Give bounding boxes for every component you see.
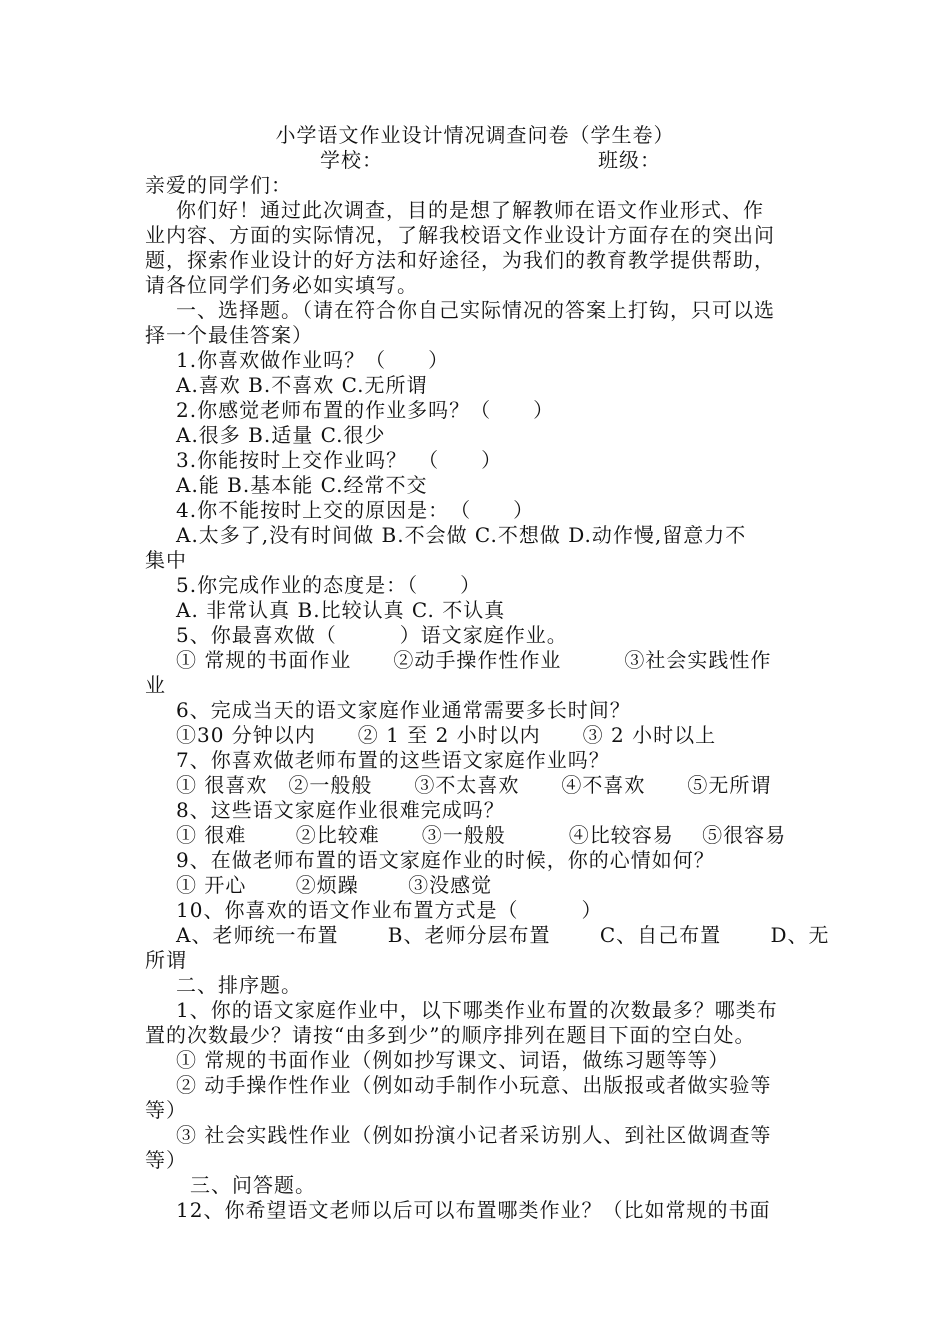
question-line: 12、你希望语文老师以后可以布置哪类作业？（比如常规的书面 [176, 1198, 771, 1222]
question-line: 5、你最喜欢做（ ）语文家庭作业。 [176, 623, 568, 647]
question-line: 1.你喜欢做作业吗？（ ） [176, 348, 450, 372]
section1-heading: 一、选择题。（请在符合你自己实际情况的答案上打钩，只可以选 [176, 298, 775, 322]
option-line: 等） [145, 1148, 187, 1172]
section3-heading: 三、问答题。 [190, 1173, 316, 1197]
option-line: ③ 社会实践性作业（例如扮演小记者采访别人、到社区做调查等 [176, 1123, 772, 1147]
option-line: ① 常规的书面作业（例如抄写课文、词语，做练习题等等） [176, 1048, 730, 1072]
question-line: 1、你的语文家庭作业中，以下哪类作业布置的次数最多？哪类布 [176, 998, 778, 1022]
question-line: 2.你感觉老师布置的作业多吗？（ ） [176, 398, 555, 422]
option-line: A.很多 B.适量 C.很少 [176, 423, 386, 447]
option-line: ① 很难 ②比较难 ③一般般 ④比较容易 ⑤很容易 [176, 823, 787, 847]
option-line: ① 很喜欢 ②一般般 ③不太喜欢 ④不喜欢 ⑤无所谓 [176, 773, 772, 797]
intro-line: 请各位同学们务必如实填写。 [145, 273, 418, 297]
question-line: 8、这些语文家庭作业很难完成吗？ [176, 798, 505, 822]
option-line: ① 开心 ②烦躁 ③没感觉 [176, 873, 493, 897]
school-label: 学校： [320, 148, 383, 172]
page-title: 小学语文作业设计情况调查问卷（学生卷） [275, 123, 675, 147]
option-line: ①30 分钟以内 ② 1 至 2 小时以内 ③ 2 小时以上 [176, 723, 717, 747]
option-line: ① 常规的书面作业 ②动手操作性作业 ③社会实践性作 [176, 648, 772, 672]
greeting: 亲爱的同学们： [145, 173, 292, 197]
question-line: 9、在做老师布置的语文家庭作业的时候，你的心情如何？ [176, 848, 715, 872]
question-line: 10、你喜欢的语文作业布置方式是（ ） [176, 898, 603, 922]
question-line: 5.你完成作业的态度是：（ ） [176, 573, 482, 597]
option-line: 业 [145, 673, 166, 697]
option-line: 集中 [145, 548, 187, 572]
class-label: 班级： [598, 148, 661, 172]
question-line: 4.你不能按时上交的原因是： （ ） [176, 498, 535, 522]
option-line: A.喜欢 B.不喜欢 C.无所谓 [176, 373, 428, 397]
section1-heading: 择一个最佳答案） [145, 323, 313, 347]
intro-line: 题，探索作业设计的好方法和好途径，为我们的教育教学提供帮助， [145, 248, 775, 272]
option-line: 等） [145, 1098, 187, 1122]
option-line: 所谓 [145, 948, 187, 972]
option-line: ② 动手操作性作业（例如动手制作小玩意、出版报或者做实验等 [176, 1073, 772, 1097]
section2-heading: 二、排序题。 [176, 973, 302, 997]
intro-line: 业内容、方面的实际情况，了解我校语文作业设计方面存在的突出问 [145, 223, 775, 247]
question-line: 置的次数最少？请按“由多到少”的顺序排列在题目下面的空白处。 [145, 1023, 756, 1047]
question-line: 3.你能按时上交作业吗？ （ ） [176, 448, 503, 472]
intro-line: 你们好！通过此次调查，目的是想了解教师在语文作业形式、作 [176, 198, 764, 222]
question-line: 6、完成当天的语文家庭作业通常需要多长时间？ [176, 698, 631, 722]
option-line: A. 非常认真 B.比较认真 C. 不认真 [176, 598, 506, 622]
option-line: A.能 B.基本能 C.经常不交 [176, 473, 428, 497]
option-line: A.太多了,没有时间做 B.不会做 C.不想做 D.动作慢,留意力不 [176, 523, 747, 547]
option-line: A、老师统一布置 B、老师分层布置 C、自己布置 D、无 [176, 923, 830, 947]
question-line: 7、你喜欢做老师布置的这些语文家庭作业吗？ [176, 748, 610, 772]
